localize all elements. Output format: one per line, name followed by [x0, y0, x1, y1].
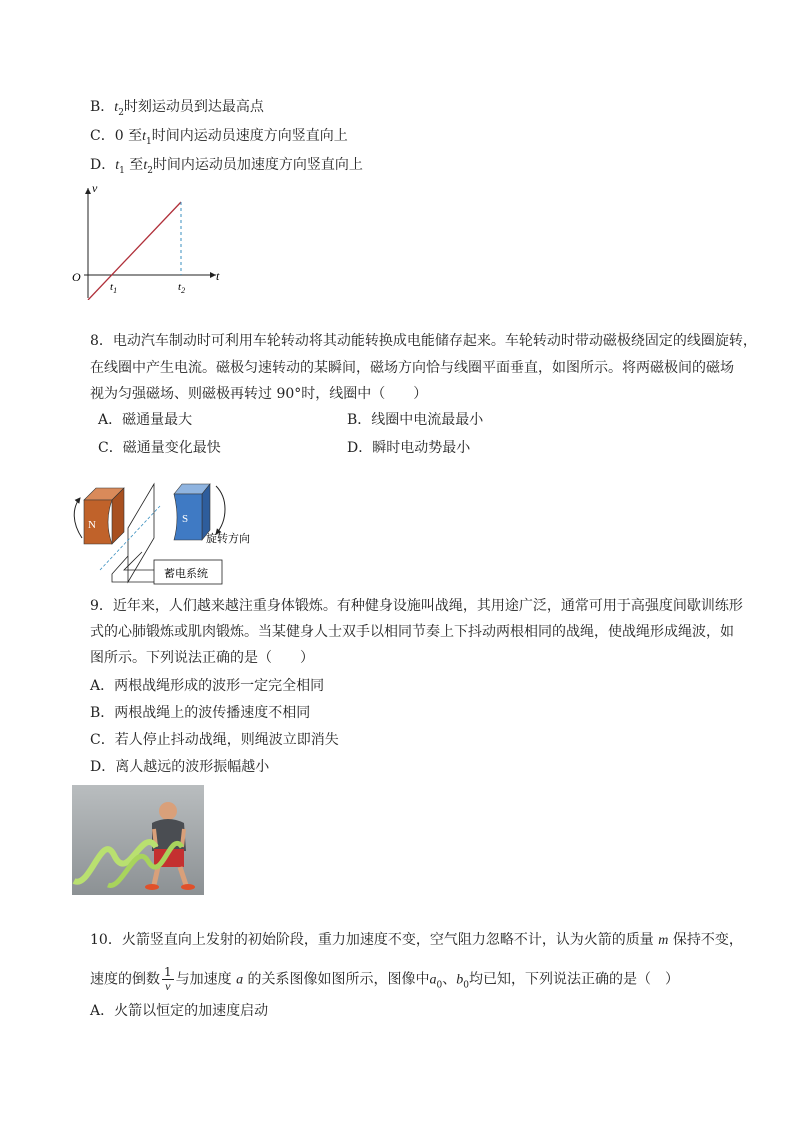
origin-label: O [72, 270, 81, 284]
coil-plane [128, 484, 154, 582]
v-axis-label: v [92, 181, 98, 195]
q7-option-d: D．$t_1$ 至$t_2$时间内运动员加速度方向竖直向上 [90, 157, 363, 176]
q8-option-c: C．磁通量变化最快 [98, 440, 221, 456]
magnet-coil-figure [66, 478, 266, 586]
s-label: S [182, 513, 189, 525]
vt-graph [68, 180, 228, 300]
q9-stem-line3: 图所示。下列说法正确的是（ ） [90, 650, 314, 666]
t1-label: $t_1$ [110, 281, 118, 295]
q10-option-a: A．火箭以恒定的加速度启动 [90, 1003, 269, 1019]
person-head [159, 802, 177, 820]
q9-option-a: A．两根战绳形成的波形一定完全相同 [90, 678, 325, 694]
q8-stem-line3: 视为匀强磁场、则磁极再转过 90°时，线圈中（ ） [90, 386, 428, 402]
q10-stem-line1: 10．火箭竖直向上发射的初始阶段，重力加速度不变，空气阻力忽略不计，认为火箭的质量 m 保持不变， [90, 932, 743, 948]
q8-stem-line2: 在线圈中产生电流。磁极匀速转动的某瞬间，磁场方向恰与线圈平面垂直，如图所示。将两磁极间的磁场 [90, 360, 734, 376]
t-axis-label: t [216, 269, 220, 283]
battle-rope-photo [72, 785, 204, 895]
velocity-line [88, 202, 181, 300]
q9-option-c: C．若人停止抖动战绳，则绳波立即消失 [90, 732, 339, 748]
q7-option-c: C．0 至$t_1$时间内运动员速度方向竖直向上 [90, 128, 348, 147]
storage-label: 蓄电系统 [164, 568, 208, 580]
person-shoe-left [145, 884, 159, 890]
s-magnet-side [202, 484, 210, 540]
q8-stem-line1: 8．电动汽车制动时可利用车轮转动将其动能转换成电能储存起来。车轮转动时带动磁极绕固定的线圈旋转， [90, 333, 757, 349]
q8-option-b: B．线圈中电流最最小 [347, 412, 484, 428]
q9-option-d: D．离人越远的波形振幅越小 [90, 759, 270, 775]
right-rotation-arc [216, 486, 225, 534]
q7-option-b: B．$t_2$时刻运动员到达最高点 [90, 99, 264, 118]
n-label: N [88, 519, 96, 531]
person-shoe-right [181, 884, 195, 890]
q9-stem-line2: 式的心肺锻炼或肌肉锻炼。当某健身人士双手以相同节奏上下抖动两根相同的战绳，使战绳形成绳波，如 [90, 624, 734, 640]
rotate-direction-label: 旋转方向 [206, 533, 250, 545]
q8-option-a: A．磁通量最大 [98, 412, 193, 428]
q8-option-d: D．瞬时电动势最小 [347, 440, 471, 456]
left-rotation-arc [74, 498, 82, 538]
q10-stem-line2: 速度的倒数 $\frac{1}{v}$ 与加速度 a 的关系图像如图所示，图像中$a_0$、$b_0$均已知，下列说法正确的是（ ） [90, 965, 680, 993]
t2-label: $t_2$ [178, 281, 186, 295]
fraction-1-over-v: $\frac{1}{v}$ [164, 965, 172, 993]
q9-stem-line1: 9．近年来，人们越来越注重身体锻炼。有种健身设施叫战绳，其用途广泛，通常可用于高强度间歇训练形 [90, 598, 743, 614]
q9-option-b: B．两根战绳上的波传播速度不相同 [90, 705, 311, 721]
